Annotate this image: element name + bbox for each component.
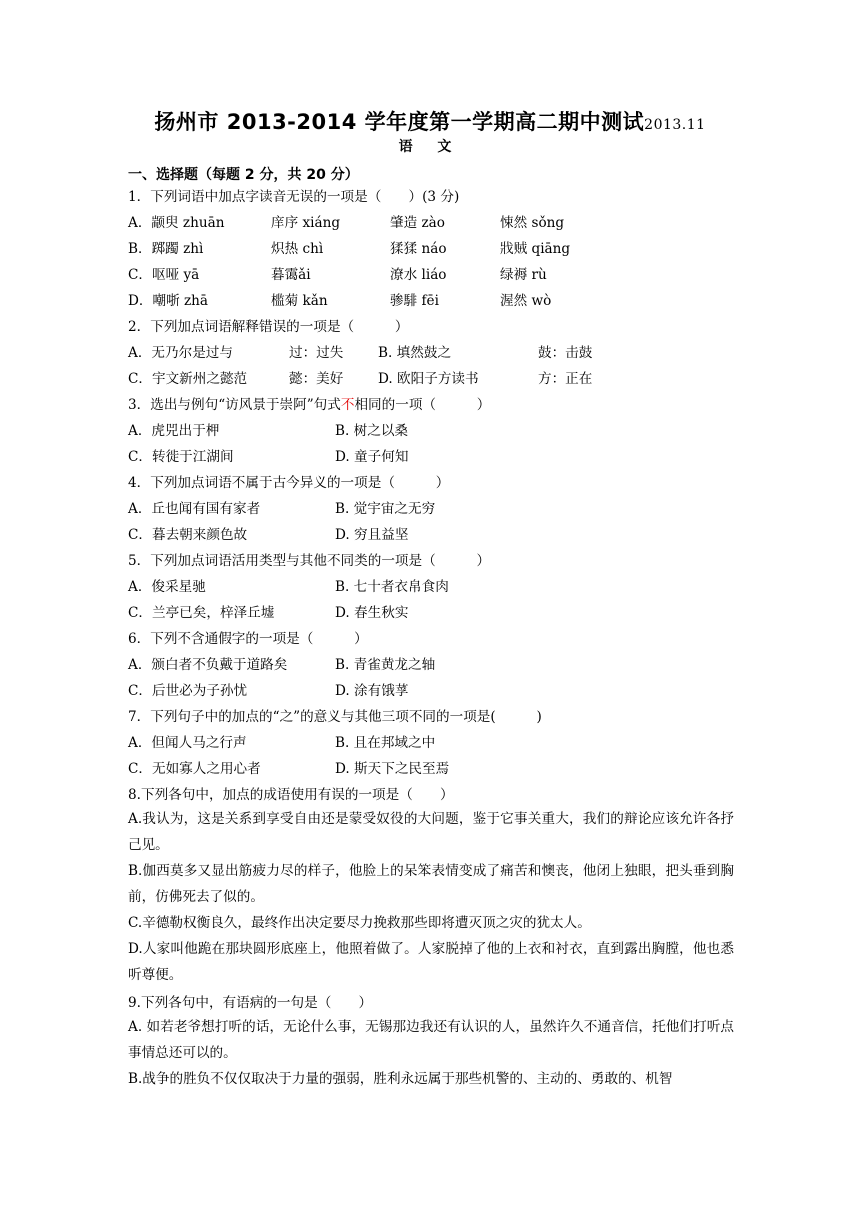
q8-option-d: D.人家叫他跪在那块圆形底座上，他照着做了。人家脱掉了他的上衣和衬衣，直到露出胸膛，他也悉听尊便。 (128, 941, 734, 983)
q2-c-gloss: 懿：美好 (289, 371, 344, 387)
q1-c-2: 暮霭ǎi (271, 267, 311, 283)
q5-c: C．兰亭已矣，梓泽丘墟 (128, 605, 275, 621)
q3-row-cd (128, 447, 728, 467)
q1-row-d (128, 291, 728, 311)
q2-row-ab (128, 343, 728, 363)
q6-a: A．颁白者不负戴于道路矣 (128, 657, 288, 673)
q1-c-1: C．呕哑 yā (128, 267, 200, 283)
page-title (0, 106, 860, 136)
q7-b: B. 且在邦域之中 (335, 735, 436, 751)
q2-stem: 2．下列加点词语解释错误的一项是（ ） (128, 319, 409, 335)
q7-c: C．无如寡人之用心者 (128, 761, 261, 777)
q1-a-4: 悚然 sǒng (500, 215, 565, 231)
q2-b-gloss: 鼓：击鼓 (538, 345, 593, 361)
q2-a-gloss: 过：过失 (289, 345, 344, 361)
q1-d-1: D．嘲哳 zhā (128, 293, 209, 309)
q6-row-ab (128, 655, 728, 675)
q1-c-4: 绿褥 rù (500, 267, 547, 283)
q1-d-4: 渥然 wò (500, 293, 552, 309)
q6-c: C．后世必为子孙忧 (128, 683, 248, 699)
q6-d: D. 涂有饿莩 (335, 683, 409, 699)
q1-b-4: 戕贼 qiāng (500, 241, 571, 257)
q3-stem-b: 相同的一项（ ） (354, 397, 491, 413)
q3-b: B. 树之以桑 (335, 423, 409, 439)
q8-option-a: A.我认为，这是关系到享受自由还是蒙受奴役的大问题，鉴于它事关重大，我们的辩论应该允许各抒己见。 (128, 811, 734, 853)
q8-option-b: B.伽西莫多又显出筋疲力尽的样子，他脸上的呆笨表情变成了痛苦和懊丧，他闭上独眼，把头垂到胸前，仿佛死去了似的。 (128, 863, 734, 905)
q1-row-b (128, 239, 728, 259)
q7-row-cd (128, 759, 728, 779)
q2-c-text: C．宇文新州之懿范 (128, 371, 248, 387)
q5-row-ab (128, 577, 728, 597)
q5-b: B. 七十者衣帛食肉 (335, 579, 449, 595)
q3-c: C．转徙于江湖间 (128, 449, 234, 465)
q5-a: A．俊采星驰 (128, 579, 206, 595)
q4-d: D. 穷且益坚 (335, 527, 409, 543)
q6-row-cd (128, 681, 728, 701)
q1-d-3: 骖騑 fēi (390, 293, 439, 309)
q1-a-1: A．颛臾 zhuān (128, 215, 225, 231)
q1-a-2: 庠序 xiáng (271, 215, 341, 231)
subject-title: 语 文 (398, 139, 462, 155)
q3-row-ab (128, 421, 728, 441)
q7-d: D. 斯天下之民至焉 (335, 761, 450, 777)
title-date: 2013.11 (644, 117, 706, 133)
q1-b-3: 猱猱 náo (390, 241, 447, 257)
q2-b-text: B. 填然鼓之 (378, 345, 452, 361)
q3-stem-a: 3．选出与例句“访风景于崇阿”句式 (128, 397, 341, 413)
q9-option-b: B.战争的胜负不仅仅取决于力量的强弱，胜利永远属于那些机警的、主动的、勇敢的、机智 (128, 1071, 673, 1087)
q6-b: B. 青雀黄龙之轴 (335, 657, 436, 673)
q3-stem-emphasis: 不 (340, 397, 355, 413)
q8-option-c: C.辛德勒权衡良久，最终作出决定要尽力挽救那些即将遭灭顶之灾的犹太人。 (128, 915, 591, 931)
q1-c-3: 潦水 liáo (390, 267, 447, 283)
q7-row-ab (128, 733, 728, 753)
q8-stem: 8.下列各句中，加点的成语使用有误的一项是（ ） (128, 787, 454, 803)
q1-b-2: 炽热 chì (271, 241, 324, 257)
q1-stem: 1．下列词语中加点字读音无误的一项是（ ）(3 分) (128, 189, 460, 205)
q2-a-text: A．无乃尔是过与 (128, 345, 233, 361)
q5-d: D. 春生秋实 (335, 605, 409, 621)
q5-stem: 5．下列加点词语活用类型与其他不同类的一项是（ ） (128, 553, 491, 569)
q7-stem: 7．下列句子中的加点的“之”的意义与其他三项不同的一项是( ) (128, 709, 542, 725)
q3-a: A．虎兕出于柙 (128, 423, 220, 439)
q1-b-1: B．踯躅 zhì (128, 241, 204, 257)
q3-stem (128, 395, 490, 415)
title-main: 扬州市 2013-2014 学年度第一学期高二期中测试 (154, 110, 645, 134)
q4-c: C．暮去朝来颜色故 (128, 527, 248, 543)
q1-row-a (128, 213, 728, 233)
q2-row-cd (128, 369, 728, 389)
section-heading: 一、选择题（每题 2 分，共 20 分） (128, 167, 359, 183)
q4-b: B. 觉宇宙之无穷 (335, 501, 436, 517)
q2-d-text: D. 欧阳子方读书 (378, 371, 479, 387)
q2-d-gloss: 方：正在 (538, 371, 593, 387)
q5-row-cd (128, 603, 728, 623)
q1-row-c (128, 265, 728, 285)
q4-stem: 4．下列加点词语不属于古今异义的一项是（ ） (128, 475, 450, 491)
q4-a: A．丘也闻有国有家者 (128, 501, 261, 517)
q7-a: A．但闻人马之行声 (128, 735, 247, 751)
q6-stem: 6．下列不含通假字的一项是（ ） (128, 631, 368, 647)
q9-stem: 9.下列各句中，有语病的一句是（ ） (128, 995, 373, 1011)
q9-option-a: A. 如若老爷想打听的话，无论什么事，无锡那边我还有认识的人，虽然许久不通音信，托他们打听点事情总还可以的。 (128, 1019, 734, 1061)
q1-d-2: 槛菊 kǎn (271, 293, 328, 309)
q4-row-cd (128, 525, 728, 545)
q3-d: D. 童子何知 (335, 449, 409, 465)
q4-row-ab (128, 499, 728, 519)
q1-a-3: 肇造 zào (390, 215, 445, 231)
